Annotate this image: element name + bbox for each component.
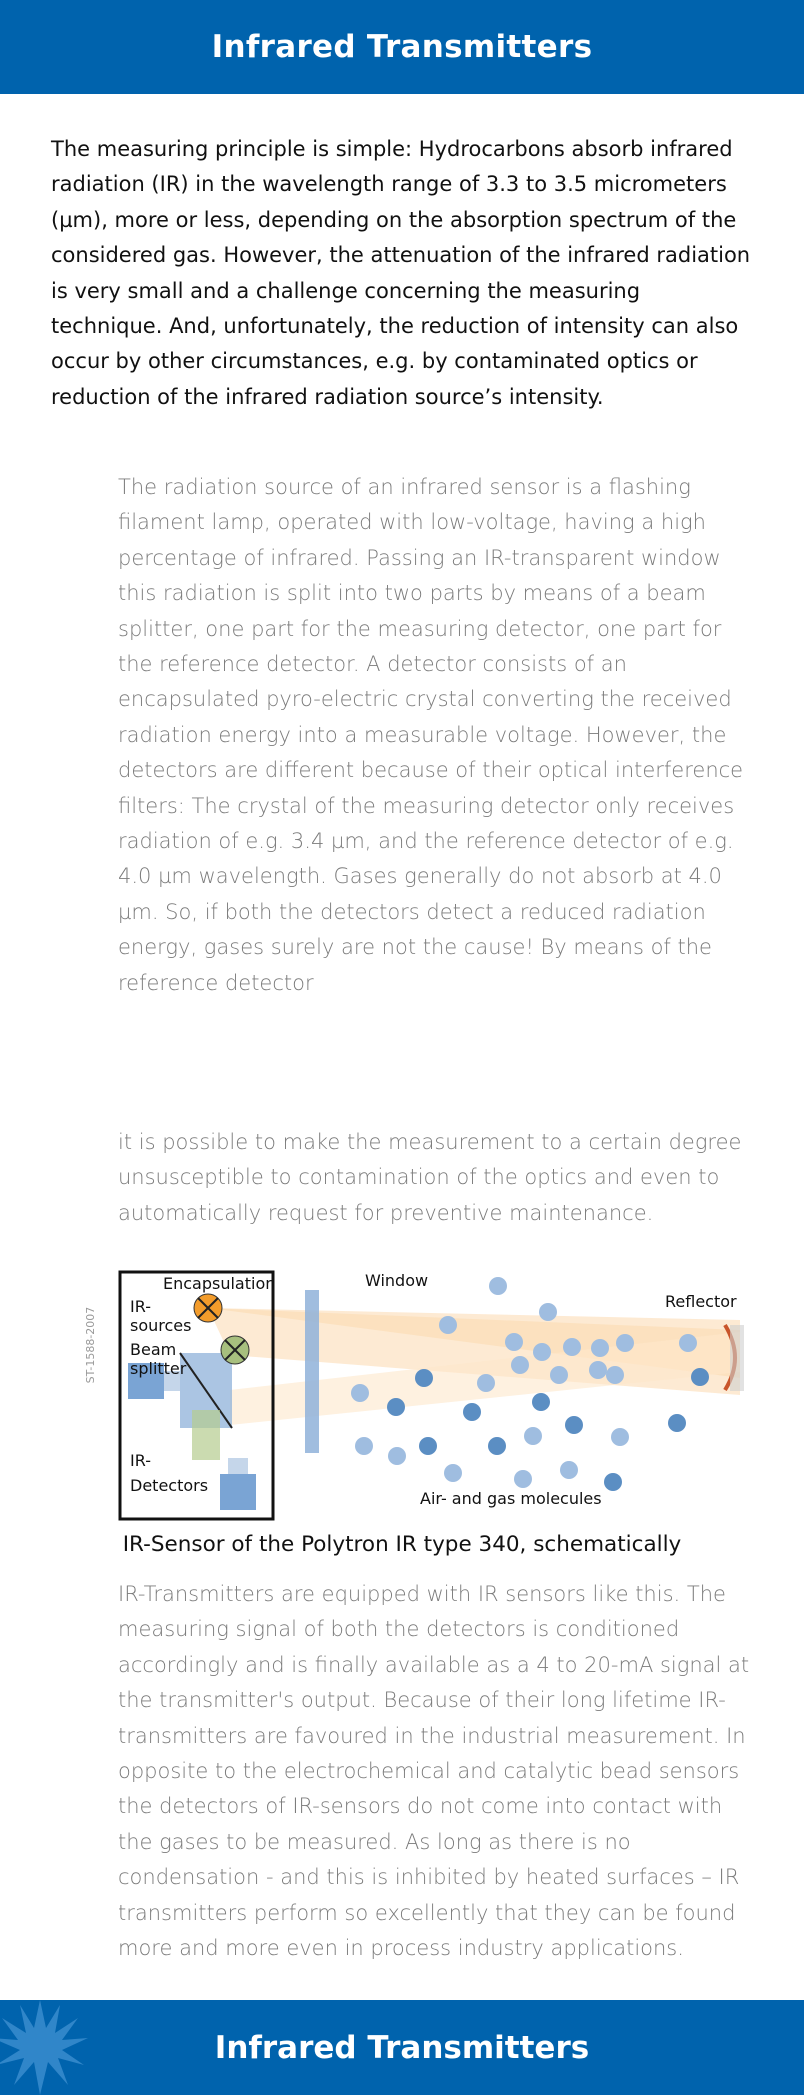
label-encapsulation: Encapsulation — [163, 1274, 276, 1293]
label-ir-sources-2: sources — [130, 1316, 192, 1335]
intro-paragraph: The measuring principle is simple: Hydrocarbons absorb infrared radiation (IR) in the wavelength range of 3.3 to 3.5 micrometers (µm), more or less, depending on the absorption spectrum of the considered gas. However, the attenuation of the infrared radiation is very small and a challenge concerning the measuring technique. And, unfortunately, the reduction of intensity can also occur by other circumstances, e.g. by contaminated optics or reduction of the infrared radiation source’s intensity. — [51, 137, 751, 409]
label-beam-splitter-2: splitter — [130, 1359, 187, 1378]
starburst-icon — [0, 2000, 120, 2095]
footer-bar — [0, 2000, 804, 2095]
label-ir-detectors-1: IR- — [130, 1451, 151, 1470]
detector-bottom-connector — [228, 1458, 248, 1474]
label-molecules: Air- and gas molecules — [420, 1489, 602, 1508]
ir-sensor-diagram — [80, 1260, 750, 1525]
page-title: Infrared Transmitters — [211, 29, 593, 65]
label-window: Window — [365, 1271, 429, 1290]
detector-bottom — [220, 1474, 256, 1510]
beam-splitter-green — [192, 1410, 220, 1460]
header-bar — [0, 0, 804, 94]
body-paragraph-3: IR-Transmitters are equipped with IR sensors like this. The measuring signal of both the detectors is conditioned accordingly and is finally available as a 4 to 20-mA signal at the transmitter's output. Because of their long lifetime IR-transmitters are favoured in the industrial measurement. In opposite to the electrochemical and catalytic bead sensors the detectors of IR-sensors do not come into contact with the gases to be measured. As long as there is no condensation - and this is inhibited by heated surfaces – IR transmitters perform so excellently that they can be found more and more even in process industry applications. — [118, 1582, 750, 1961]
window — [305, 1290, 319, 1453]
diagram-code: ST-1588-2007 — [84, 1306, 97, 1384]
footer-title: Infrared Transmitters — [214, 2029, 590, 2066]
label-ir-detectors-2: Detectors — [130, 1476, 209, 1495]
label-reflector: Reflector — [665, 1292, 737, 1311]
label-ir-sources-1: IR- — [130, 1297, 151, 1316]
body-paragraph-2: it is possible to make the measurement to a certain degree unsusceptible to contamination of the optics and even to automatically request for preventive maintenance. — [118, 1130, 742, 1225]
diagram-caption: IR-Sensor of the Polytron IR type 340, schematically — [122, 1532, 682, 1557]
label-beam-splitter-1: Beam — [130, 1340, 177, 1359]
body-paragraph-1: The radiation source of an infrared sensor is a flashing filament lamp, operated with low-voltage, having a high percentage of infrared. Passing an IR-transparent window this radiation is split into two parts by means of a beam splitter, one part for the measuring detector, one part for the reference detector. A detector consists of an encapsulated pyro-electric crystal converting the received radiation energy into a measurable voltage. However, the detectors are different because of their optical interference filters: The crystal of the measuring detector only receives radiation of e.g. 3.4 µm, and the reference detector of e.g. 4.0 µm wavelength. Gases generally do not absorb at 4.0 µm. So, if both the detectors detect a reduced radiation energy, gases surely are not the cause! By means of the reference detector — [118, 475, 744, 995]
